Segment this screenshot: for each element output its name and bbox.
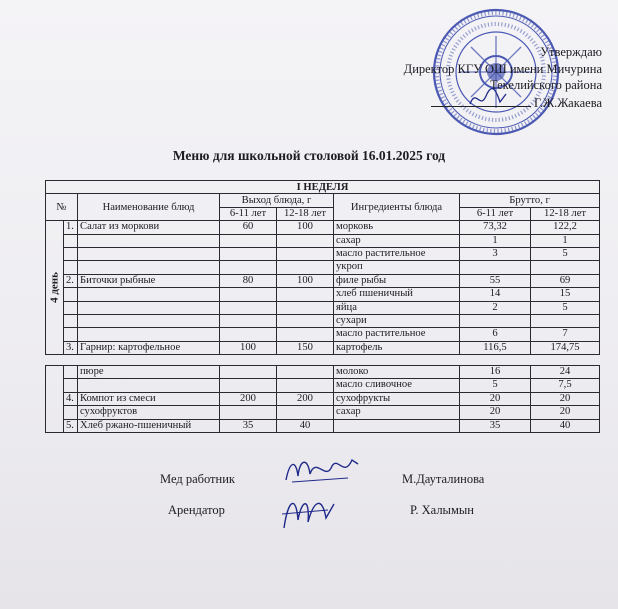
output-6-11 (220, 247, 277, 260)
row-number (64, 328, 78, 341)
dish-name: Салат из моркови (78, 221, 220, 234)
table-row (46, 274, 600, 287)
table-row (46, 379, 600, 392)
output-header: Выход блюда, г (220, 194, 334, 207)
row-number (64, 234, 78, 247)
brutto-6-11: 3 (460, 247, 531, 260)
row-number (64, 314, 78, 327)
dish-name: Биточки рыбные (78, 274, 220, 287)
output-6-11: 100 (220, 341, 277, 354)
ingredient: укроп (334, 261, 460, 274)
table-row (46, 392, 600, 405)
ingredient: картофель (334, 341, 460, 354)
ingredient: масло растительное (334, 247, 460, 260)
ingredient: яйца (334, 301, 460, 314)
day-label: 4 день (46, 221, 64, 355)
output-6-11 (220, 301, 277, 314)
table-row (46, 341, 600, 354)
row-number: 4. (64, 392, 78, 405)
week-header: I НЕДЕЛЯ (46, 181, 600, 194)
row-number (64, 301, 78, 314)
output-6-11: 35 (220, 419, 277, 432)
output-12-18 (277, 379, 334, 392)
output-12-18 (277, 234, 334, 247)
output-12-18 (277, 301, 334, 314)
brutto-age-6-11: 6-11 лет (460, 207, 531, 220)
output-12-18 (277, 328, 334, 341)
brutto-6-11: 14 (460, 288, 531, 301)
brutto-12-18: 174,75 (531, 341, 600, 354)
brutto-12-18 (531, 261, 600, 274)
output-6-11 (220, 379, 277, 392)
table-row (46, 261, 600, 274)
output-6-11 (220, 366, 277, 379)
brutto-6-11: 2 (460, 301, 531, 314)
output-6-11: 200 (220, 392, 277, 405)
output-6-11 (220, 328, 277, 341)
brutto-6-11: 16 (460, 366, 531, 379)
table-row (46, 406, 600, 419)
output-12-18: 100 (277, 221, 334, 234)
dish-name: Компот из смеси (78, 392, 220, 405)
ingredient: масло растительное (334, 328, 460, 341)
director-signature (466, 84, 510, 114)
row-number (64, 288, 78, 301)
ingredient: сухофрукты (334, 392, 460, 405)
dish-name (78, 247, 220, 260)
brutto-12-18: 15 (531, 288, 600, 301)
output-6-11 (220, 234, 277, 247)
ingredient: хлеб пшеничный (334, 288, 460, 301)
tenant-label: Арендатор (168, 503, 225, 517)
dish-name: Гарнир: картофельное (78, 341, 220, 354)
brutto-6-11 (460, 314, 531, 327)
row-number: 2. (64, 274, 78, 287)
ingredient: сахар (334, 234, 460, 247)
page-title: Меню для школьной столовой 16.01.2025 год (172, 148, 446, 163)
output-6-11: 80 (220, 274, 277, 287)
approval-district: Текелийского района (489, 78, 602, 92)
dish-name (78, 379, 220, 392)
brutto-header: Брутто, г (460, 194, 600, 207)
brutto-6-11: 55 (460, 274, 531, 287)
brutto-12-18: 40 (531, 419, 600, 432)
output-6-11 (220, 288, 277, 301)
brutto-6-11: 20 (460, 406, 531, 419)
output-12-18 (277, 366, 334, 379)
output-12-18 (277, 314, 334, 327)
approval-name: Г.Ж.Жакаева (534, 95, 602, 110)
ingredient: филе рыбы (334, 274, 460, 287)
table-row (46, 314, 600, 327)
table-row (46, 288, 600, 301)
row-number (64, 366, 78, 379)
brutto-6-11: 20 (460, 392, 531, 405)
dish-name (78, 288, 220, 301)
num-header: № (46, 194, 78, 221)
dish-name (78, 328, 220, 341)
dish-name (78, 301, 220, 314)
brutto-6-11 (460, 261, 531, 274)
table-row (46, 328, 600, 341)
brutto-12-18 (531, 314, 600, 327)
row-number: 1. (64, 221, 78, 234)
brutto-12-18: 5 (531, 301, 600, 314)
brutto-6-11: 5 (460, 379, 531, 392)
output-12-18: 40 (277, 419, 334, 432)
brutto-6-11: 6 (460, 328, 531, 341)
row-number: 5. (64, 419, 78, 432)
dish-name: сухофруктов (78, 406, 220, 419)
ingredient: масло сливочное (334, 379, 460, 392)
output-12-18: 200 (277, 392, 334, 405)
brutto-12-18: 5 (531, 247, 600, 260)
ingredient: сухари (334, 314, 460, 327)
row-number (64, 247, 78, 260)
output-12-18 (277, 288, 334, 301)
brutto-12-18: 7 (531, 328, 600, 341)
output-12-18 (277, 247, 334, 260)
tenant-name: Р. Халымын (410, 503, 474, 517)
row-number: 3. (64, 341, 78, 354)
output-6-11 (220, 261, 277, 274)
ingredient: морковь (334, 221, 460, 234)
output-6-11 (220, 406, 277, 419)
tenant-signature (278, 490, 338, 534)
day-cell (46, 366, 64, 433)
menu-table-continued (45, 365, 600, 433)
dish-name (78, 314, 220, 327)
output-6-11: 60 (220, 221, 277, 234)
row-number (64, 261, 78, 274)
brutto-12-18: 20 (531, 392, 600, 405)
brutto-6-11: 35 (460, 419, 531, 432)
approval-position: Директор КГУ ОШ имени Мичурина (403, 61, 602, 76)
brutto-6-11: 73,32 (460, 221, 531, 234)
ingredients-header: Ингредиенты блюда (334, 194, 460, 221)
output-12-18: 150 (277, 341, 334, 354)
approval-title: Утверждаю (540, 45, 602, 59)
output-12-18 (277, 406, 334, 419)
dish-header: Наименование блюд (78, 194, 220, 221)
brutto-6-11: 1 (460, 234, 531, 247)
table-row (46, 221, 600, 234)
menu-table (45, 180, 600, 355)
row-number (64, 379, 78, 392)
med-worker-name: М.Дауталинова (402, 472, 485, 486)
ingredient: молоко (334, 366, 460, 379)
brutto-6-11: 116,5 (460, 341, 531, 354)
output-age-12-18: 12-18 лет (277, 207, 334, 220)
dish-name: Хлеб ржано-пшеничный (78, 419, 220, 432)
med-worker-signature (282, 452, 362, 488)
brutto-12-18: 20 (531, 406, 600, 419)
med-worker-label: Мед работник (160, 472, 235, 486)
output-12-18 (277, 261, 334, 274)
brutto-12-18: 122,2 (531, 221, 600, 234)
table-row (46, 366, 600, 379)
output-6-11 (220, 314, 277, 327)
table-row (46, 247, 600, 260)
row-number (64, 406, 78, 419)
output-age-6-11: 6-11 лет (220, 207, 277, 220)
ingredient (334, 419, 460, 432)
output-12-18: 100 (277, 274, 334, 287)
brutto-12-18: 69 (531, 274, 600, 287)
dish-name: пюре (78, 366, 220, 379)
brutto-12-18: 7,5 (531, 379, 600, 392)
dish-name (78, 234, 220, 247)
brutto-age-12-18: 12-18 лет (531, 207, 600, 220)
ingredient: сахар (334, 406, 460, 419)
table-row (46, 234, 600, 247)
table-row (46, 419, 600, 432)
table-row (46, 301, 600, 314)
brutto-12-18: 1 (531, 234, 600, 247)
brutto-12-18: 24 (531, 366, 600, 379)
dish-name (78, 261, 220, 274)
